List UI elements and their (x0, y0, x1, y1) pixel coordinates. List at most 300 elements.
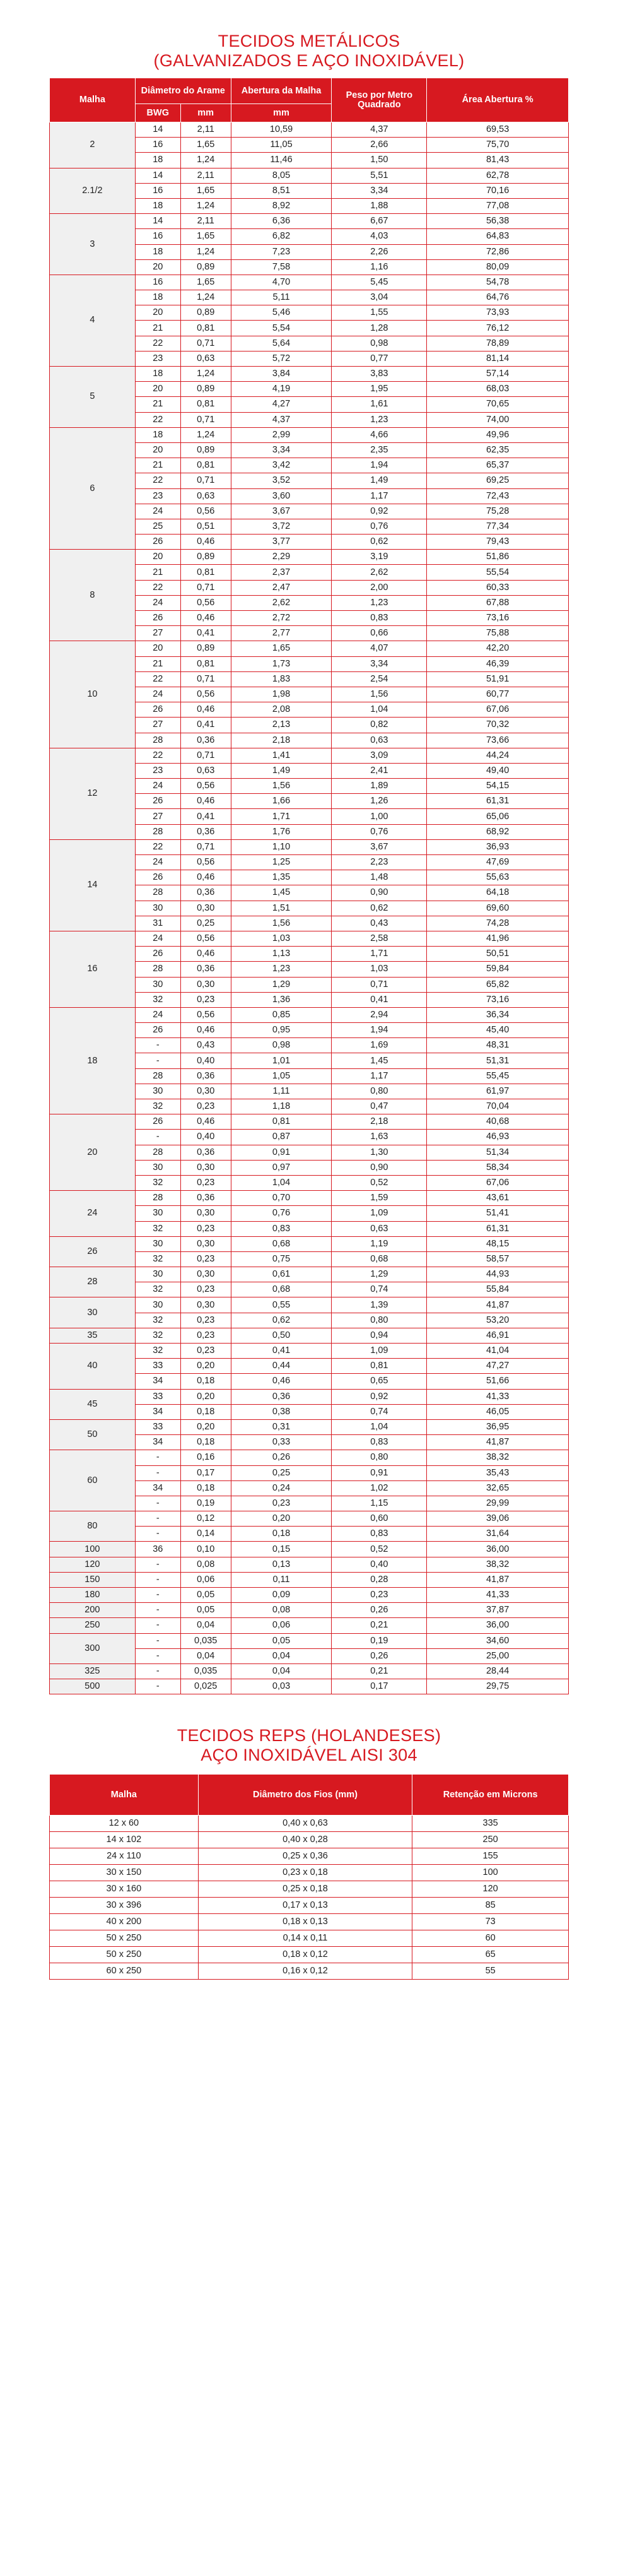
area-cell: 48,15 (427, 1236, 569, 1251)
peso-cell: 1,49 (332, 473, 427, 488)
peso-cell: 3,83 (332, 367, 427, 382)
abertura-mm-cell: 0,95 (231, 1023, 332, 1038)
bwg-cell: 21 (135, 656, 180, 671)
area-cell: 65,06 (427, 809, 569, 824)
area-cell: 70,04 (427, 1099, 569, 1114)
diametro-mm-cell: 0,30 (180, 1267, 231, 1282)
area-cell: 62,78 (427, 168, 569, 183)
diametro-mm-cell: 0,25 (180, 916, 231, 931)
peso-cell: 1,55 (332, 305, 427, 321)
diametro-mm-cell: 0,41 (180, 718, 231, 733)
area-cell: 79,43 (427, 535, 569, 550)
area-cell: 41,33 (427, 1389, 569, 1404)
table2-title-line1: TECIDOS REPS (HOLANDESES) (177, 1726, 441, 1746)
bwg-cell: 33 (135, 1389, 180, 1404)
peso-cell: 2,58 (332, 931, 427, 946)
diametro-mm-cell: 0,14 (180, 1527, 231, 1542)
peso-cell: 2,94 (332, 1007, 427, 1022)
table-row (50, 1389, 569, 1404)
bwg-cell: 22 (135, 336, 180, 351)
reps-malha-cell: 60 x 250 (50, 1963, 199, 1980)
diametro-mm-cell: 0,40 (180, 1053, 231, 1068)
abertura-mm-cell: 0,62 (231, 1313, 332, 1328)
diametro-mm-cell: 1,24 (180, 427, 231, 442)
bwg-cell: 22 (135, 412, 180, 427)
area-cell: 45,40 (427, 1023, 569, 1038)
peso-cell: 1,16 (332, 259, 427, 275)
abertura-mm-cell: 2,18 (231, 733, 332, 748)
area-cell: 72,43 (427, 488, 569, 504)
bwg-cell: 14 (135, 214, 180, 229)
table-row (50, 275, 569, 290)
peso-cell: 0,71 (332, 977, 427, 992)
abertura-mm-cell: 1,65 (231, 641, 332, 656)
bwg-cell: 32 (135, 1221, 180, 1236)
area-cell: 29,99 (427, 1496, 569, 1511)
reps-diametro-cell: 0,18 x 0,13 (198, 1914, 412, 1930)
diametro-mm-cell: 0,36 (180, 885, 231, 901)
table-row (50, 1881, 569, 1898)
peso-cell: 2,00 (332, 580, 427, 595)
peso-cell: 3,09 (332, 748, 427, 763)
bwg-cell: 16 (135, 138, 180, 153)
header-reps-diametro-fios: Diâmetro dos Fios (mm) (198, 1775, 412, 1816)
reps-diametro-cell: 0,23 x 0,18 (198, 1865, 412, 1881)
peso-cell: 0,63 (332, 1221, 427, 1236)
table-row (50, 839, 569, 854)
bwg-cell: 28 (135, 1191, 180, 1206)
bwg-cell: 20 (135, 641, 180, 656)
bwg-cell: - (135, 1679, 180, 1694)
reps-diametro-cell: 0,18 x 0,12 (198, 1947, 412, 1963)
bwg-cell: 18 (135, 290, 180, 305)
area-cell: 43,61 (427, 1191, 569, 1206)
table-row (50, 1618, 569, 1633)
diametro-mm-cell: 0,30 (180, 1236, 231, 1251)
peso-cell: 0,83 (332, 611, 427, 626)
peso-cell: 2,35 (332, 442, 427, 458)
peso-cell: 5,51 (332, 168, 427, 183)
abertura-mm-cell: 0,38 (231, 1404, 332, 1419)
peso-cell: 1,88 (332, 198, 427, 213)
malha-cell: 16 (50, 931, 136, 1007)
area-cell: 67,88 (427, 595, 569, 610)
abertura-mm-cell: 4,37 (231, 412, 332, 427)
header-abertura-malha: Abertura da Malha (231, 78, 332, 104)
area-cell: 32,65 (427, 1480, 569, 1496)
diametro-mm-cell: 0,46 (180, 947, 231, 962)
diametro-mm-cell: 0,56 (180, 595, 231, 610)
reps-diametro-cell: 0,25 x 0,36 (198, 1848, 412, 1865)
abertura-mm-cell: 1,23 (231, 962, 332, 977)
abertura-mm-cell: 11,05 (231, 138, 332, 153)
bwg-cell: 25 (135, 519, 180, 534)
bwg-cell: 16 (135, 229, 180, 244)
bwg-cell: 28 (135, 962, 180, 977)
peso-cell: 4,07 (332, 641, 427, 656)
diametro-mm-cell: 0,17 (180, 1465, 231, 1480)
peso-cell: 1,59 (332, 1191, 427, 1206)
peso-cell: 0,41 (332, 992, 427, 1007)
area-cell: 55,84 (427, 1282, 569, 1297)
bwg-cell: 18 (135, 367, 180, 382)
peso-cell: 0,62 (332, 901, 427, 916)
bwg-cell: 18 (135, 153, 180, 168)
area-cell: 47,27 (427, 1359, 569, 1374)
malha-cell: 4 (50, 275, 136, 366)
abertura-mm-cell: 0,15 (231, 1542, 332, 1557)
bwg-cell: 32 (135, 1344, 180, 1359)
malha-cell: 325 (50, 1663, 136, 1679)
bwg-cell: 21 (135, 397, 180, 412)
peso-cell: 2,41 (332, 763, 427, 778)
diametro-mm-cell: 0,46 (180, 870, 231, 885)
abertura-mm-cell: 0,26 (231, 1450, 332, 1465)
abertura-mm-cell: 1,73 (231, 656, 332, 671)
peso-cell: 0,94 (332, 1328, 427, 1343)
peso-cell: 1,89 (332, 779, 427, 794)
abertura-mm-cell: 0,61 (231, 1267, 332, 1282)
diametro-mm-cell: 0,36 (180, 733, 231, 748)
diametro-mm-cell: 0,40 (180, 1130, 231, 1145)
diametro-mm-cell: 0,08 (180, 1557, 231, 1572)
abertura-mm-cell: 8,92 (231, 198, 332, 213)
diametro-mm-cell: 0,23 (180, 1282, 231, 1297)
table-row (50, 1898, 569, 1914)
area-cell: 69,60 (427, 901, 569, 916)
peso-cell: 1,63 (332, 1130, 427, 1145)
abertura-mm-cell: 11,46 (231, 153, 332, 168)
bwg-cell: 21 (135, 321, 180, 336)
malha-cell: 30 (50, 1297, 136, 1328)
peso-cell: 1,09 (332, 1206, 427, 1221)
area-cell: 68,92 (427, 824, 569, 839)
area-cell: 40,68 (427, 1114, 569, 1130)
abertura-mm-cell: 1,29 (231, 977, 332, 992)
area-cell: 34,60 (427, 1633, 569, 1648)
abertura-mm-cell: 1,49 (231, 763, 332, 778)
abertura-mm-cell: 0,06 (231, 1618, 332, 1633)
abertura-mm-cell: 0,25 (231, 1465, 332, 1480)
reps-diametro-cell: 0,14 x 0,11 (198, 1930, 412, 1947)
bwg-cell: 18 (135, 198, 180, 213)
diametro-mm-cell: 0,05 (180, 1588, 231, 1603)
diametro-mm-cell: 0,025 (180, 1679, 231, 1694)
diametro-mm-cell: 0,89 (180, 641, 231, 656)
diametro-mm-cell: 0,23 (180, 1175, 231, 1190)
abertura-mm-cell: 1,36 (231, 992, 332, 1007)
peso-cell: 1,39 (332, 1297, 427, 1313)
diametro-mm-cell: 0,23 (180, 992, 231, 1007)
bwg-cell: 22 (135, 839, 180, 854)
abertura-mm-cell: 2,13 (231, 718, 332, 733)
reps-diametro-cell: 0,40 x 0,28 (198, 1832, 412, 1848)
peso-cell: 4,37 (332, 122, 427, 138)
bwg-cell: 26 (135, 611, 180, 626)
abertura-mm-cell: 1,76 (231, 824, 332, 839)
area-cell: 41,96 (427, 931, 569, 946)
diametro-mm-cell: 0,63 (180, 351, 231, 366)
malha-cell: 10 (50, 641, 136, 748)
peso-cell: 0,90 (332, 885, 427, 901)
peso-cell: 1,50 (332, 153, 427, 168)
diametro-mm-cell: 0,63 (180, 488, 231, 504)
diametro-mm-cell: 2,11 (180, 122, 231, 138)
area-cell: 60,77 (427, 687, 569, 702)
bwg-cell: 20 (135, 550, 180, 565)
reps-diametro-cell: 0,17 x 0,13 (198, 1898, 412, 1914)
diametro-mm-cell: 1,65 (180, 183, 231, 198)
abertura-mm-cell: 2,99 (231, 427, 332, 442)
peso-cell: 1,48 (332, 870, 427, 885)
malha-cell: 45 (50, 1389, 136, 1419)
peso-cell: 1,61 (332, 397, 427, 412)
abertura-mm-cell: 7,23 (231, 244, 332, 259)
bwg-cell: 36 (135, 1542, 180, 1557)
bwg-cell: 20 (135, 382, 180, 397)
reps-diametro-cell: 0,25 x 0,18 (198, 1881, 412, 1898)
abertura-mm-cell: 0,09 (231, 1588, 332, 1603)
bwg-cell: 24 (135, 595, 180, 610)
reps-malha-cell: 50 x 250 (50, 1947, 199, 1963)
bwg-cell: 32 (135, 1313, 180, 1328)
bwg-cell: - (135, 1618, 180, 1633)
area-cell: 73,16 (427, 992, 569, 1007)
header-malha: Malha (50, 78, 136, 122)
area-cell: 42,20 (427, 641, 569, 656)
bwg-cell: 20 (135, 442, 180, 458)
peso-cell: 3,34 (332, 183, 427, 198)
abertura-mm-cell: 1,56 (231, 779, 332, 794)
malha-cell: 60 (50, 1450, 136, 1511)
peso-cell: 1,00 (332, 809, 427, 824)
peso-cell: 1,09 (332, 1344, 427, 1359)
reps-retencao-cell: 85 (412, 1898, 569, 1914)
area-cell: 49,40 (427, 763, 569, 778)
area-cell: 51,31 (427, 1053, 569, 1068)
diametro-mm-cell: 0,46 (180, 611, 231, 626)
peso-cell: 0,52 (332, 1542, 427, 1557)
diametro-mm-cell: 0,30 (180, 1206, 231, 1221)
diametro-mm-cell: 1,65 (180, 275, 231, 290)
peso-cell: 1,29 (332, 1267, 427, 1282)
area-cell: 46,93 (427, 1130, 569, 1145)
diametro-mm-cell: 0,81 (180, 321, 231, 336)
peso-cell: 1,04 (332, 702, 427, 718)
abertura-mm-cell: 0,85 (231, 1007, 332, 1022)
bwg-cell: 28 (135, 1068, 180, 1084)
table-row (50, 1963, 569, 1980)
table-row (50, 1679, 569, 1694)
table-row (50, 931, 569, 946)
area-cell: 75,28 (427, 504, 569, 519)
diametro-mm-cell: 0,30 (180, 1297, 231, 1313)
bwg-cell: 14 (135, 122, 180, 138)
bwg-cell: 26 (135, 870, 180, 885)
abertura-mm-cell: 7,58 (231, 259, 332, 275)
area-cell: 64,83 (427, 229, 569, 244)
area-cell: 64,18 (427, 885, 569, 901)
bwg-cell: 28 (135, 1145, 180, 1160)
peso-cell: 1,15 (332, 1496, 427, 1511)
area-cell: 76,12 (427, 321, 569, 336)
bwg-cell: 33 (135, 1359, 180, 1374)
peso-cell: 0,83 (332, 1527, 427, 1542)
bwg-cell: 30 (135, 1160, 180, 1175)
abertura-mm-cell: 1,01 (231, 1053, 332, 1068)
area-cell: 80,09 (427, 259, 569, 275)
diametro-mm-cell: 1,24 (180, 244, 231, 259)
bwg-cell: 30 (135, 1297, 180, 1313)
abertura-mm-cell: 0,23 (231, 1496, 332, 1511)
bwg-cell: 23 (135, 351, 180, 366)
bwg-cell: 22 (135, 580, 180, 595)
peso-cell: 0,92 (332, 504, 427, 519)
area-cell: 57,14 (427, 367, 569, 382)
peso-cell: 1,95 (332, 382, 427, 397)
diametro-mm-cell: 0,71 (180, 839, 231, 854)
bwg-cell: 30 (135, 1267, 180, 1282)
table-row (50, 1344, 569, 1359)
area-cell: 61,31 (427, 1221, 569, 1236)
diametro-mm-cell: 0,71 (180, 748, 231, 763)
abertura-mm-cell: 1,13 (231, 947, 332, 962)
table-row (50, 1557, 569, 1572)
bwg-cell: - (135, 1663, 180, 1679)
malha-cell: 24 (50, 1191, 136, 1237)
bwg-cell: 27 (135, 809, 180, 824)
area-cell: 41,33 (427, 1588, 569, 1603)
peso-cell: 1,26 (332, 794, 427, 809)
diametro-mm-cell: 0,20 (180, 1389, 231, 1404)
reps-malha-cell: 30 x 160 (50, 1881, 199, 1898)
peso-cell: 0,60 (332, 1511, 427, 1527)
abertura-mm-cell: 0,05 (231, 1633, 332, 1648)
header-bwg: BWG (135, 104, 180, 122)
table1-title (0, 32, 618, 71)
diametro-mm-cell: 0,36 (180, 1145, 231, 1160)
reps-malha-cell: 30 x 150 (50, 1865, 199, 1881)
abertura-mm-cell: 3,60 (231, 488, 332, 504)
peso-cell: 0,62 (332, 535, 427, 550)
area-cell: 56,38 (427, 214, 569, 229)
malha-cell: 5 (50, 367, 136, 428)
peso-cell: 4,03 (332, 229, 427, 244)
peso-cell: 0,98 (332, 336, 427, 351)
malha-cell: 14 (50, 839, 136, 931)
abertura-mm-cell: 2,08 (231, 702, 332, 718)
area-cell: 55,45 (427, 1068, 569, 1084)
diametro-mm-cell: 0,56 (180, 687, 231, 702)
diametro-mm-cell: 0,56 (180, 779, 231, 794)
table-row (50, 641, 569, 656)
diametro-mm-cell: 0,41 (180, 809, 231, 824)
peso-cell: 0,47 (332, 1099, 427, 1114)
abertura-mm-cell: 4,70 (231, 275, 332, 290)
wire-mesh-table (49, 78, 569, 1694)
abertura-mm-cell: 1,41 (231, 748, 332, 763)
bwg-cell: 28 (135, 885, 180, 901)
abertura-mm-cell: 0,83 (231, 1221, 332, 1236)
area-cell: 75,88 (427, 626, 569, 641)
diametro-mm-cell: 2,11 (180, 168, 231, 183)
bwg-cell: 26 (135, 535, 180, 550)
abertura-mm-cell: 5,46 (231, 305, 332, 321)
diametro-mm-cell: 0,12 (180, 1511, 231, 1527)
table-row (50, 1633, 569, 1648)
malha-cell: 20 (50, 1114, 136, 1191)
reps-diametro-cell: 0,16 x 0,12 (198, 1963, 412, 1980)
diametro-mm-cell: 0,51 (180, 519, 231, 534)
area-cell: 46,91 (427, 1328, 569, 1343)
area-cell: 25,00 (427, 1648, 569, 1663)
table-row (50, 1542, 569, 1557)
area-cell: 36,93 (427, 839, 569, 854)
header-area-abertura: Área Abertura % (427, 78, 569, 122)
peso-cell: 2,66 (332, 138, 427, 153)
bwg-cell: 30 (135, 977, 180, 992)
diametro-mm-cell: 0,46 (180, 1023, 231, 1038)
peso-cell: 3,19 (332, 550, 427, 565)
bwg-cell: 20 (135, 305, 180, 321)
area-cell: 70,32 (427, 718, 569, 733)
malha-cell: 50 (50, 1419, 136, 1450)
peso-cell: 1,03 (332, 962, 427, 977)
area-cell: 44,24 (427, 748, 569, 763)
diametro-mm-cell: 0,56 (180, 931, 231, 946)
abertura-mm-cell: 2,72 (231, 611, 332, 626)
malha-cell: 2.1/2 (50, 168, 136, 214)
reps-retencao-cell: 73 (412, 1914, 569, 1930)
area-cell: 64,76 (427, 290, 569, 305)
reps-retencao-cell: 55 (412, 1963, 569, 1980)
area-cell: 54,78 (427, 275, 569, 290)
area-cell: 31,64 (427, 1527, 569, 1542)
diametro-mm-cell: 1,65 (180, 229, 231, 244)
diametro-mm-cell: 0,46 (180, 702, 231, 718)
abertura-mm-cell: 0,20 (231, 1511, 332, 1527)
peso-cell: 1,94 (332, 458, 427, 473)
peso-cell: 0,65 (332, 1374, 427, 1389)
peso-cell: 1,19 (332, 1236, 427, 1251)
table-row (50, 1450, 569, 1465)
abertura-mm-cell: 0,97 (231, 1160, 332, 1175)
bwg-cell: - (135, 1648, 180, 1663)
abertura-mm-cell: 0,03 (231, 1679, 332, 1694)
bwg-cell: 32 (135, 1251, 180, 1267)
area-cell: 58,57 (427, 1251, 569, 1267)
reps-retencao-cell: 60 (412, 1930, 569, 1947)
malha-cell: 35 (50, 1328, 136, 1343)
diametro-mm-cell: 0,71 (180, 671, 231, 687)
peso-cell: 0,80 (332, 1084, 427, 1099)
diametro-mm-cell: 0,04 (180, 1618, 231, 1633)
bwg-cell: - (135, 1496, 180, 1511)
peso-cell: 3,34 (332, 656, 427, 671)
area-cell: 51,34 (427, 1145, 569, 1160)
area-cell: 51,41 (427, 1206, 569, 1221)
abertura-mm-cell: 1,25 (231, 855, 332, 870)
bwg-cell: 32 (135, 1328, 180, 1343)
malha-cell: 28 (50, 1267, 136, 1297)
diametro-mm-cell: 0,89 (180, 442, 231, 458)
diametro-mm-cell: 0,035 (180, 1663, 231, 1679)
abertura-mm-cell: 3,77 (231, 535, 332, 550)
bwg-cell: 24 (135, 855, 180, 870)
peso-cell: 5,45 (332, 275, 427, 290)
diametro-mm-cell: 0,71 (180, 580, 231, 595)
diametro-mm-cell: 0,30 (180, 977, 231, 992)
